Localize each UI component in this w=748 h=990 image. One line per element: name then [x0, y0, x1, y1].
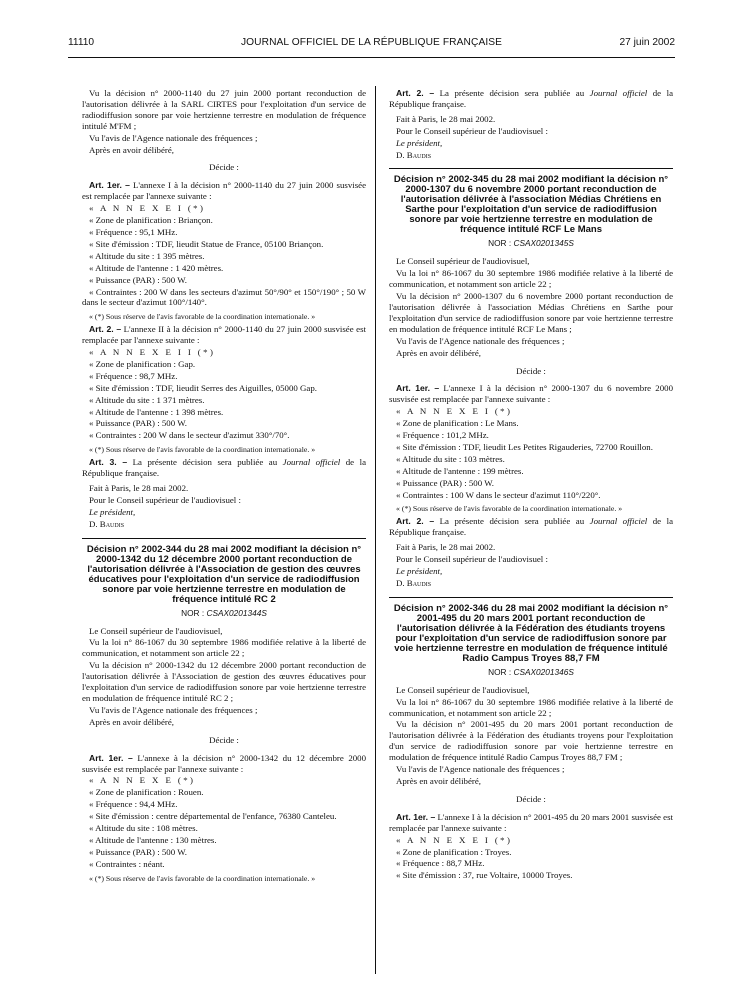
article-text: La présente décision sera publiée au: [434, 88, 590, 98]
nor-reference: [82, 608, 366, 619]
intro-paragraph: Vu l'avis de l'Agence nationale des fréquences ;: [89, 132, 258, 143]
decide-heading: Décide :: [516, 365, 546, 376]
signing-place-date: Fait à Paris, le 28 mai 2002.: [396, 113, 496, 124]
annex-item: « Zone de planification : Le Mans.: [396, 418, 519, 429]
journal-title: JOURNAL OFFICIEL DE LA RÉPUBLIQUE FRANÇAISE: [240, 37, 503, 48]
recital: Vu la loi n° 86-1067 du 30 septembre 1986 modifiée relative à la liberté de communication, et notamment son article 22 ;: [389, 696, 673, 718]
page-number: 11110: [68, 37, 95, 48]
recital: Le Conseil supérieur de l'audiovisuel,: [396, 684, 530, 695]
annex-items: [82, 787, 366, 869]
article-label: Art. 2. –: [89, 324, 122, 335]
annex-item: « Altitude du site : 108 mètres.: [89, 823, 198, 834]
decision-separator: [389, 168, 673, 169]
annex-item: « Site d'émission : TDF, lieudit Serres des Aiguilles, 05000 Gap.: [89, 382, 317, 393]
annex-item: « Altitude de l'antenne : 199 mètres.: [396, 465, 524, 476]
annex-item: « Contraintes : néant.: [89, 858, 165, 869]
annex-item: « Fréquence : 98,7 MHz.: [89, 370, 178, 381]
annex-item: « Zone de planification : Rouen.: [89, 787, 204, 798]
article-1: [82, 753, 366, 775]
article-label: Art. 1er. –: [89, 180, 130, 191]
recital: Vu l'avis de l'Agence nationale des fréquences ;: [396, 764, 565, 775]
annex-title: « A N N E X E I (*): [396, 406, 513, 417]
nor-code: CSAX0201345S: [513, 238, 574, 249]
recital: Après en avoir délibéré,: [89, 716, 174, 727]
annex-item: « Contraintes : 200 W dans les secteurs d'azimut 50°/90° et 150°/190° ; 50 W dans le secteur d'azimut 100°/140°.: [82, 286, 366, 308]
article-text: L'annexe I à la décision n° 2000-1140 du 27 juin 2000 susvisée est remplacée par l'annexe suivante :: [82, 180, 367, 202]
signature-role: Le président,: [396, 566, 443, 576]
annex-item: « Puissance (PAR) : 500 W.: [89, 418, 187, 429]
recital: Vu la décision n° 2000-1342 du 12 décembre 2000 portant reconduction de l'autorisation délivrée à l'Association de gestion des œuvres éducatives pour l'exploitation d'un service de radiodiffusion sonore par voie hertzienne terrestre en modulation de fréquence intitulé RC 2 ;: [82, 660, 366, 703]
article-text: L'annexe II à la décision n° 2000-1140 du 27 juin 2000 susvisée est remplacée par l'annexe suivante :: [82, 324, 366, 346]
article-text: L'annexe à la décision n° 2000-1342 du 12 décembre 2000 susvisée est remplacée par l'annexe suivante :: [82, 752, 367, 774]
signature-for: Pour le Conseil supérieur de l'audiovisuel :: [89, 494, 241, 505]
right-column: [389, 88, 673, 882]
decide-heading: Décide :: [209, 162, 239, 173]
annex-item: « Altitude du site : 1 395 mètres.: [89, 250, 205, 261]
annex-item: « Site d'émission : centre départemental de l'enfance, 76380 Canteleu.: [89, 811, 337, 822]
recital: Vu la décision n° 2000-1307 du 6 novembre 2000 portant reconduction de l'autorisation délivrée à l'association Médias Chrétiens en Sarthe pour l'exploitation d'un service de radiodiffusion sonore par voie hertzienne terrestre en modulation de fréquence intitulé RCF Le Mans ;: [389, 291, 673, 334]
article-1: [82, 180, 366, 202]
signature-for: Pour le Conseil supérieur de l'audiovisuel :: [396, 554, 548, 565]
article-text: de la République française.: [389, 88, 673, 109]
annex-item: « Altitude du site : 1 371 mètres.: [89, 394, 205, 405]
recital: Vu la décision n° 2001-495 du 20 mars 2001 portant reconduction de l'autorisation délivrée à la Fédération des étudiants troyens pour l'exploitation d'un service de radiodiffusion sonore par voie hertzienne terrestre en modulation de fréquence intitulé Radio Campus Troyes 88,7 FM ;: [389, 719, 673, 763]
article-3: [82, 457, 366, 479]
journal-reference: Journal officiel: [589, 88, 648, 98]
recital: Vu la loi n° 86-1067 du 30 septembre 1986 modifiée relative à la liberté de communication, et notamment son article 22 ;: [82, 637, 366, 659]
signatory: D. Baudis: [89, 518, 125, 529]
recital: Après en avoir délibéré,: [396, 347, 481, 358]
annex-2-items: [82, 359, 366, 441]
article-label: Art. 1er. –: [396, 811, 436, 822]
annex-item: « Puissance (PAR) : 500 W.: [89, 846, 187, 857]
recital: Après en avoir délibéré,: [396, 775, 481, 786]
signing-place-date: Fait à Paris, le 28 mai 2002.: [89, 483, 189, 493]
annex-item: « Contraintes : 100 W dans le secteur d'azimut 110°/220°.: [396, 489, 601, 500]
annex-items: [389, 847, 673, 882]
annex-item: « Zone de planification : Briançon.: [89, 215, 213, 226]
annex-item: « Site d'émission : 37, rue Voltaire, 10000 Troyes.: [396, 870, 573, 881]
decide-heading: Décide :: [516, 793, 546, 804]
article-text: de la République française.: [82, 457, 366, 479]
recital: Vu la loi n° 86-1067 du 30 septembre 1986 modifiée relative à la liberté de communication, et notamment son article 22 ;: [389, 268, 673, 290]
signature-for: Pour le Conseil supérieur de l'audiovisuel :: [396, 125, 548, 136]
article-text: L'annexe I à la décision n° 2001-495 du 20 mars 2001 susvisée est remplacée par l'annexe suivante :: [389, 811, 674, 833]
annex-item: « Altitude de l'antenne : 1 420 mètres.: [89, 262, 224, 273]
annex-items: [389, 418, 673, 500]
article-label: Art. 1er. –: [396, 383, 440, 394]
annex-item: « Puissance (PAR) : 500 W.: [89, 274, 187, 285]
annex-item: « Altitude de l'antenne : 130 mètres.: [89, 834, 217, 845]
header-rule: [68, 57, 675, 58]
nor-code: CSAX0201346S: [513, 666, 574, 677]
annex-1-items: [82, 215, 366, 308]
annex-item: « Fréquence : 94,4 MHz.: [89, 799, 178, 810]
article-2: [82, 324, 366, 346]
signing-place-date: Fait à Paris, le 28 mai 2002.: [396, 542, 496, 553]
recital: Le Conseil supérieur de l'audiovisuel,: [89, 625, 223, 636]
annex-footnote: « (*) Sous réserve de l'avis favorable de la coordination internationale. »: [89, 312, 316, 322]
article-text: La présente décision sera publiée au: [127, 457, 283, 468]
publication-date: 27 juin 2002: [619, 37, 675, 48]
nor-label: NOR :: [488, 666, 514, 677]
article-text: La présente décision sera publiée au: [434, 516, 590, 527]
nor-label: NOR :: [181, 607, 207, 618]
signature-name: [82, 519, 366, 530]
annex-item: « Altitude du site : 103 mètres.: [396, 453, 505, 464]
decision-title: Décision n° 2002-346 du 28 mai 2002 modifiant la décision n° 2001-495 du 20 mars 2001 portant reconduction de l'autorisation délivrée à la Fédération des étudiants troyens pour l'exploitation d'un service de radiodiffusion sonore par voie hertzienne terrestre en modulation de fréquence intitulé Radio Campus Troyes 88,7 FM: [393, 602, 669, 664]
page-header: [68, 37, 675, 53]
nor-code: CSAX0201344S: [206, 607, 267, 618]
annex-item: « Zone de planification : Gap.: [89, 358, 196, 369]
intro-paragraph: Vu la décision n° 2000-1140 du 27 juin 2000 portant reconduction de l'autorisation délivrée à la SARL CIRTES pour l'exploitation d'un service de radiodiffusion sonore par voie hertzienne terrestre en modulation de fréquence intitulé M'FM ;: [82, 88, 366, 131]
annex-item: « Zone de planification : Troyes.: [396, 846, 512, 857]
article-1: [389, 812, 673, 834]
article-text: L'annexe I à la décision n° 2000-1307 du 6 novembre 2000 susvisée est remplacée par l'annexe suivante :: [389, 383, 673, 405]
article-2: [389, 88, 673, 110]
article-label: Art. 2. –: [396, 88, 435, 98]
annex-footnote: « (*) Sous réserve de l'avis favorable de la coordination internationale. »: [396, 504, 623, 514]
annex-item: « Altitude de l'antenne : 1 398 mètres.: [89, 406, 224, 417]
annex-title: « A N N E X E I (*): [396, 834, 513, 845]
article-text: de la République française.: [389, 516, 673, 538]
annex-item: « Fréquence : 95,1 MHz.: [89, 226, 178, 237]
recital: Vu l'avis de l'Agence nationale des fréquences ;: [89, 704, 258, 715]
nor-reference: [389, 667, 673, 678]
journal-reference: Journal officiel: [589, 516, 648, 527]
annex-footnote: « (*) Sous réserve de l'avis favorable de la coordination internationale. »: [89, 873, 316, 883]
annex-title: « A N N E X E I (*): [89, 203, 206, 214]
annex-item: « Fréquence : 88,7 MHz.: [396, 858, 485, 869]
nor-label: NOR :: [488, 238, 514, 249]
annex-item: « Fréquence : 101,2 MHz.: [396, 430, 489, 441]
signature-name: [389, 150, 673, 161]
decision-title: Décision n° 2002-344 du 28 mai 2002 modifiant la décision n° 2000-1342 du 12 décembre 2000 portant reconduction de l'autorisation délivrée à l'Association de gestion des œuvres éducatives pour l'exploitation d'un service de radiodiffusion sonore par voie hertzienne terrestre en modulation de fréquence intitulé RC 2: [86, 543, 362, 605]
recital: Vu l'avis de l'Agence nationale des fréquences ;: [396, 335, 565, 346]
article-1: [389, 383, 673, 405]
recital: Le Conseil supérieur de l'audiovisuel,: [396, 256, 530, 267]
annex-item: « Puissance (PAR) : 500 W.: [396, 477, 494, 488]
intro-paragraph: Après en avoir délibéré,: [89, 144, 174, 155]
signature-role: Le président,: [396, 137, 443, 148]
annex-footnote: « (*) Sous réserve de l'avis favorable de la coordination internationale. »: [89, 445, 316, 455]
article-2: [389, 516, 673, 538]
article-label: Art. 1er. –: [89, 752, 133, 763]
journal-reference: Journal officiel: [282, 457, 341, 468]
annex-title: « A N N E X E I I (*): [89, 347, 216, 358]
signature-role: Le président,: [89, 506, 136, 517]
decide-heading: Décide :: [209, 734, 239, 745]
annex-title: « A N N E X E (*): [89, 775, 196, 786]
column-divider: [375, 86, 376, 974]
nor-reference: [389, 238, 673, 249]
signature-name: [389, 578, 673, 589]
signatory: D. Baudis: [396, 577, 432, 588]
left-column: [82, 88, 366, 886]
signatory: D. Baudis: [396, 149, 432, 160]
annex-item: « Site d'émission : TDF, lieudit Les Petites Rigauderies, 72700 Rouillon.: [396, 441, 653, 452]
article-label: Art. 2. –: [396, 516, 435, 527]
decision-separator: [389, 597, 673, 598]
decision-separator: [82, 538, 366, 539]
annex-item: « Site d'émission : TDF, lieudit Statue de France, 05100 Briançon.: [89, 238, 324, 249]
decision-title: Décision n° 2002-345 du 28 mai 2002 modifiant la décision n° 2000-1307 du 6 novembre 2000 portant reconduction de l'autorisation délivrée à l'association Médias Chrétiens en Sarthe pour l'exploitation d'un service de radiodiffusion sonore par voie hertzienne terrestre en modulation de fréquence intitulé RCF Le Mans: [393, 174, 669, 236]
article-label: Art. 3. –: [89, 457, 128, 468]
annex-item: « Contraintes : 200 W dans le secteur d'azimut 330°/70°.: [89, 430, 290, 441]
